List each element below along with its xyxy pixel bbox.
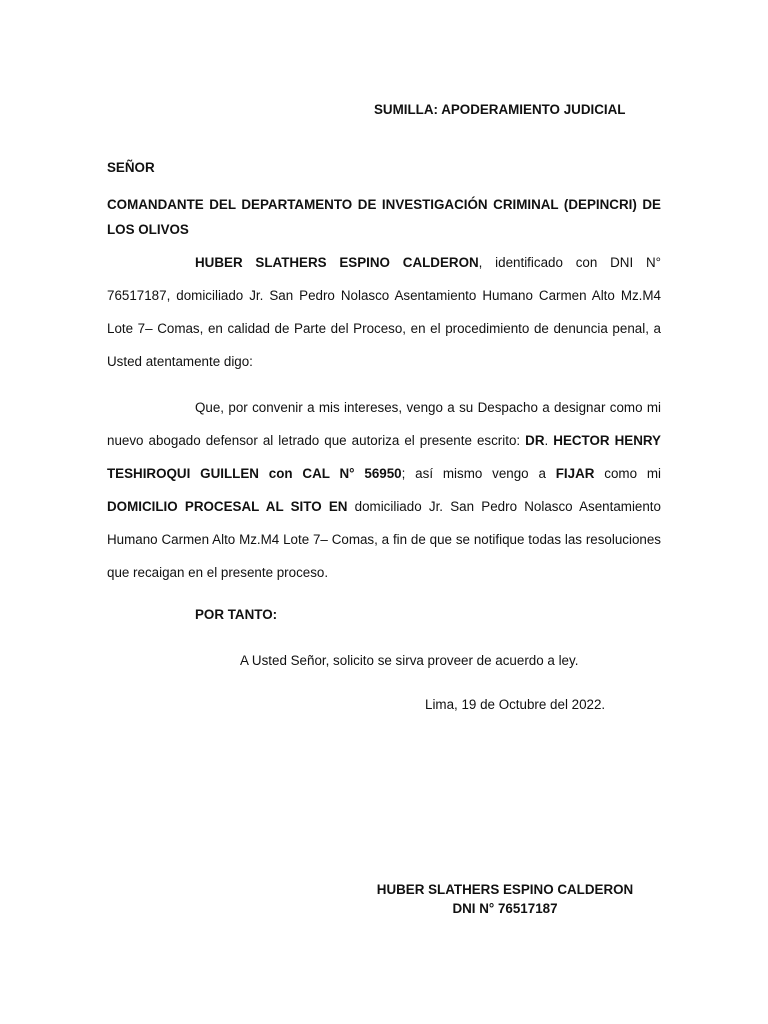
petitioner-name: HUBER SLATHERS ESPINO CALDERON [195,255,479,270]
paragraph-designation [107,391,661,589]
designation-bold-fijar: FIJAR [555,466,595,481]
signature-name: HUBER SLATHERS ESPINO CALDERON [376,882,634,897]
designation-text-3: ; así mismo vengo a [401,466,556,481]
designation-text-2: . [544,433,554,448]
salutation: SEÑOR [107,160,155,175]
addressee: COMANDANTE DEL DEPARTAMENTO DE INVESTIGACIÓN CRIMINAL (DEPINCRI) DE LOS OLIVOS [107,197,661,237]
signature-block [360,880,650,918]
designation-text-5: domiciliado Jr. San Pedro Nolasco Asentamiento Humano Carmen Alto Mz.M4 Lote 7– Comas, a fin de que se notifique todas las resoluciones que recaigan en el presente proceso. [107,499,661,580]
signature-dni: DNI N° 76517187 [452,901,558,916]
por-tanto-heading: POR TANTO: [195,607,278,622]
lawyer-name: HECTOR HENRY TESHIROQUI GUILLEN con CAL N° 56950 [107,433,661,481]
date-line: Lima, 19 de Octubre del 2022. [425,697,606,712]
paragraph-identification [107,246,661,378]
designation-bold-dr: DR [525,433,545,448]
sumilla-heading: SUMILLA: APODERAMIENTO JUDICIAL [374,102,626,117]
designation-text-4: como mi [594,466,661,481]
designation-text-1: Que, por convenir a mis intereses, vengo a su Despacho a designar como mi nuevo abogado defensor al letrado que autoriza el presente escrito: [107,400,661,448]
identification-text: , identificado con DNI N° 76517187, domiciliado Jr. San Pedro Nolasco Asentamiento Humano Carmen Alto Mz.M4 Lote 7– Comas, en calidad de Parte del Proceso, en el procedimiento de denuncia penal, a Usted atentamente digo: [107,255,661,369]
request-line: A Usted Señor, solicito se sirva proveer de acuerdo a ley. [240,653,579,668]
domicilio-procesal: DOMICILIO PROCESAL AL SITO EN [107,499,348,514]
